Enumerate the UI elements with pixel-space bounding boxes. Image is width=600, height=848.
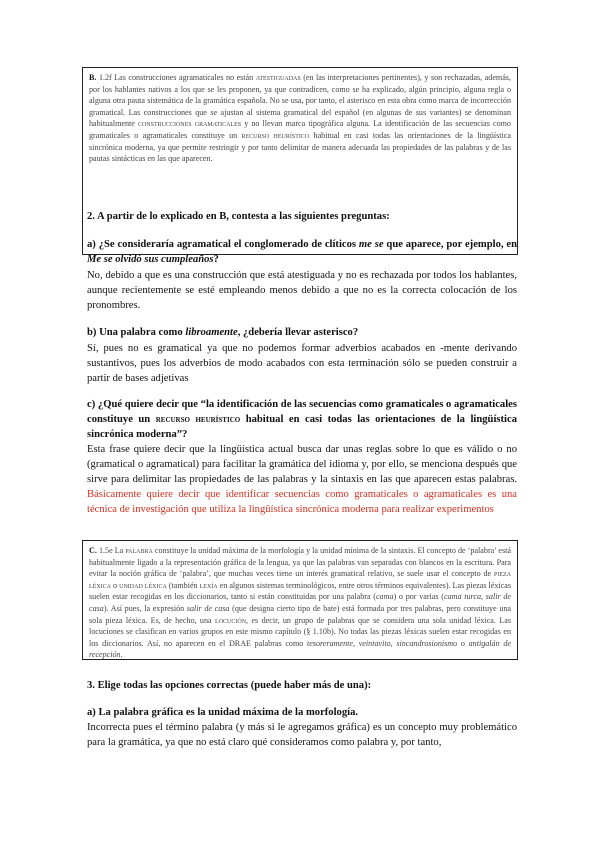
italic-example: antigalán de recepción	[89, 638, 511, 660]
question-text: a) ¿Se consideraría agramatical el conglomerado de clíticos	[87, 239, 357, 250]
question-text: que aparece, por ejemplo, en	[386, 239, 517, 250]
box-text: y no llevan marca tipográfica alguna. La identificación de las secuencias como gramaticales o agramaticales constituye un	[89, 119, 511, 140]
answer-text: Esta frase quiere decir que la lingüística actual busca dar unas reglas sobre lo que es válido o no (gramatical o agramatical) para facilitar la gramática del idioma y, por ello, se menciona después que sirve para delimitar las propiedades de las palabras y la sintaxis en las que aparecen estas palabras.	[87, 444, 517, 485]
question-2b	[87, 325, 517, 340]
small-caps-term: construcciones gramaticales	[137, 119, 242, 129]
small-caps-term: palabra	[125, 546, 153, 555]
question-italic: libroamente	[185, 327, 238, 338]
question-italic: me se	[358, 239, 384, 250]
italic-example: cama turca, salir de casa	[89, 592, 511, 613]
box-text: en algunos sistemas terminológicos, entre otros términos equivalentes). Las piezas léxicas suelen estar recogidas en los diccionarios, tanto si están constituidas por una palabra (	[89, 580, 511, 602]
small-caps-term: atestiguadas	[255, 73, 301, 82]
italic-example: tesoreramente, veintavito, sincandrosionismo	[307, 638, 458, 648]
answer-highlight-red: Básicamente quiere decir que identificar secuencias como gramaticales o agramaticales es una técnica de investigación que utiliza la lingüística sincrónica moderna para realizar experimentos	[87, 489, 517, 515]
answer-2b: Sí, pues no es gramatical ya que no podemos formar adverbios acabados en -mente derivando sustantivos, pues los adverbios de modo acabados con esta terminación sólo se pueden construir a partir de bases adjetivas	[87, 343, 517, 384]
question-2c	[87, 397, 517, 442]
question-text: , ¿debería llevar asterisco?	[237, 327, 359, 338]
small-caps-term: lexía	[199, 580, 218, 590]
box-text: constituye la unidad máxima de la morfología y la unidad mínima de la sintaxis. El concepto de ‘palabra’ está habitualmente ligado a la representación gráfica de la lengua, ya que las palabras van separadas con blancos en la escritura. Para evitar la noción gráfica de ‘palabra’, que muchas veces tiene un interés gramatical relativo, se suele usar el concepto de	[89, 546, 511, 579]
question-text: b) Una palabra como	[87, 327, 183, 338]
box-text: (también	[168, 580, 198, 590]
box-text: o	[460, 638, 465, 648]
section-2-heading: 2. A partir de lo explicado en B, contesta a las siguientes preguntas:	[87, 211, 390, 222]
small-caps-term: locución	[215, 615, 247, 625]
small-caps-term: unidad léxica	[119, 580, 167, 590]
question-example: Me se olvidó sus cumpleaños	[87, 254, 214, 265]
small-caps-term: pieza léxica	[89, 569, 511, 590]
question-3a: a) La palabra gráfica es la unidad máxima de la morfología.	[87, 707, 359, 718]
question-text: habitual en casi todas las orientaciones de la lingüística sincrónica moderna”?	[87, 414, 517, 440]
italic-example: salir de casa	[186, 603, 230, 613]
box-text: ) o por varias (	[393, 592, 444, 602]
quote-box-c	[82, 540, 518, 660]
box-text: , es decir, un grupo de palabras que se considera una sola unidad léxica. Las locuciones se clasifican en varios grupos en este mismo capítulo (§ 1.10b). No todas las piezas léxicas suelen estar recogidas en los diccionarios. Así, no aparecen en el DRAE palabras como	[89, 615, 512, 648]
question-text: ?	[213, 254, 219, 265]
box-text: ). Así pues, la expresión	[103, 603, 185, 613]
answer-3a: Incorrecta pues el término palabra (y más si le agregamos gráfica) es un concepto muy problemático para la gramática, ya que no está claro qué consideramos como palabra y, por tanto,	[87, 722, 517, 748]
box-text: (en las interpretaciones pertinentes), y son rechazadas, además, por los hablantes nativos a los que se les proponen, ya que contradicen, como se ha explicado, algún principio, alguna regla o alguna otra pauta sistemática de la gramática española. No se usa, por tanto, el asterisco en esta obra como marca de incorrección gramatical. Las construcciones que se ajustan al sistema gramatical del español (en algunas de sus variantes) se denominan habitualmente	[89, 73, 511, 129]
box-label: B.	[89, 73, 97, 82]
answer-2a: No, debido a que es una construcción que está atestiguada y no es rechazada por todos los hablantes, aunque recientemente se esté empleando menos debido a que no es la correcta colocación de los pronombres.	[87, 270, 517, 311]
box-text: 1.2f Las construcciones agramaticales no están	[98, 73, 254, 82]
box-text: 1.5e La	[98, 546, 124, 555]
italic-example: cama	[375, 592, 394, 602]
box-text: o	[113, 580, 118, 590]
question-2a	[87, 237, 517, 267]
question-small-caps: recurso heurístico	[155, 414, 241, 425]
answer-2c	[87, 442, 517, 517]
quote-box-b	[82, 67, 518, 255]
question-text: c) ¿Qué quiere decir que “la identificación de las secuencias como gramaticales o agramaticales constituye un	[87, 399, 517, 425]
box-label: C.	[89, 546, 97, 555]
box-text: (que designa cierto tipo de bate) está formada por tres palabras, pero constituye una sola pieza léxica. Es, de hecho, una	[89, 603, 512, 625]
small-caps-term: recurso heurístico	[241, 130, 310, 140]
section-3-heading: 3. Elige todas las opciones correctas (puede haber más de una):	[87, 680, 372, 691]
box-text: .	[120, 650, 123, 660]
box-text: habitual en casi todas las orientaciones de la lingüística sincrónica moderna, ya que permite restringir y por tanto delimitar de manera adecuada las propiedades de las palabras y de las pautas sintácticas en las que aparecen.	[89, 130, 511, 164]
